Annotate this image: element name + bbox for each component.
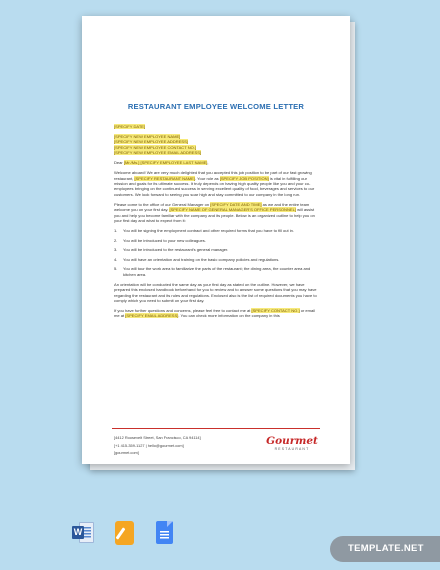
date-line [114,124,320,129]
paragraph-first-day: Please come to the office of our General Manager on [SPECIFY DATE AND TIME] as we and the entire team welcome you on your first day. [SPECIFY NAME OF GENERAL MANAGER'S OFFICE PERSONNEL] will assist you and help you become familiar with the company and its people. Below is an organized outline to help you on your first day and what to expect from it: [114,201,315,224]
footer-website: [gourmet.com] [114,450,139,456]
gourmet-logo [264,436,320,451]
list-item: 4. You will have an orientation and training on the basic company policies and regulations. [114,256,280,262]
logo-tagline: RESTAURANT [274,447,310,451]
pages-icon[interactable] [113,520,135,546]
app-icons-row [72,520,176,546]
list-item: 3. You will be introduced to the restaurant's general manager. [114,247,229,253]
job-position-placeholder: [SPECIFY JOB POSITION] [219,175,269,181]
list-item: 5. You will tour the work area to familiarize the parts of the restaurant; the dining area, the counter area and kitchen area. [114,266,311,277]
recipient-email: [SPECIFY NEW EMPLOYEE EMAIL ADDRESS] [114,150,202,156]
google-docs-icon[interactable] [154,520,176,546]
recipient-contact: [SPECIFY NEW EMPLOYEE CONTACT NO.] [114,144,197,150]
salutation-name: [Mr./Ms.] [SPECIFY EMPLOYEE LAST NAME] [123,160,208,166]
contact-no-placeholder: [SPECIFY CONTACT NO.] [251,308,300,314]
brand-badge: TEMPLATE.NET [330,536,440,562]
email-placeholder: [SPECIFY EMAIL ADDRESS] [125,313,179,319]
paragraph-orientation: An orientation will be conducted the same day as your first day as stated on the outline. However, we have prepared this enclosed handbook beforehand for you to review and to answer some questions that you may have regarding the restaurant and its rules and regulations. Enclosed also is the list of required documents you have to comply which you need to submit on your first day. [114,281,317,304]
list-item: 2. You will be introduced to your new colleagues. [114,237,206,243]
footer-divider [112,428,320,429]
letter-body [114,124,320,323]
recipient-block [114,134,320,156]
paragraph-contact: If you have further questions and concerns, please feel free to contact me at [SPECIFY CONTACT NO.] or email me at [SPECIFY EMAIL ADDRESS]. You can check more information on the company in this [114,308,316,319]
restaurant-name-placeholder: [SPECIFY RESTAURANT NAME] [134,175,195,181]
outline-list [114,228,320,277]
logo-word: Gourmet [266,435,318,447]
date-time-placeholder: [SPECIFY DATE AND TIME] [210,201,262,207]
document-title: RESTAURANT EMPLOYEE WELCOME LETTER [127,102,305,111]
recipient-name: [SPECIFY NEW EMPLOYEE NAME] [114,134,181,139]
letter-page [82,16,350,464]
footer-phone-email: [+1 415-359-1127 | hello@gourmet.com] [114,442,184,448]
salutation: Dear [Mr./Ms.] [SPECIFY EMPLOYEE LAST NAME], [114,160,209,166]
footer-address: [4412 Roosevelt Street, San Francisco, CA 94114] [114,435,201,440]
paragraph-welcome: Welcome aboard! We are very much delighted that you accepted this job position to be part of our fast growing restaurant, [SPECIFY RESTAURANT NAME]. Your role as [SPECIFY JOB POSITION] is vital in fulfilling our mission and goals for its ultimate success. It truly depends on having high quality people like you and your co-employees bringing on the continued success in serving excellent quality of food, beverages and services to our customers. We look forward to seeing you soar high and stay committed to our company in the long run. [114,170,315,197]
footer-contact [114,434,201,457]
date-placeholder: [SPECIFY DATE] [114,124,146,129]
personnel-placeholder: [SPECIFY NAME OF GENERAL MANAGER'S OFFICE PERSONNEL] [169,207,296,213]
word-icon[interactable]: W [72,520,94,546]
recipient-address: [SPECIFY NEW EMPLOYEE ADDRESS] [114,139,188,145]
list-item: 1. You will be signing the employment contract and other required forms that you have to fill out in. [114,228,295,234]
